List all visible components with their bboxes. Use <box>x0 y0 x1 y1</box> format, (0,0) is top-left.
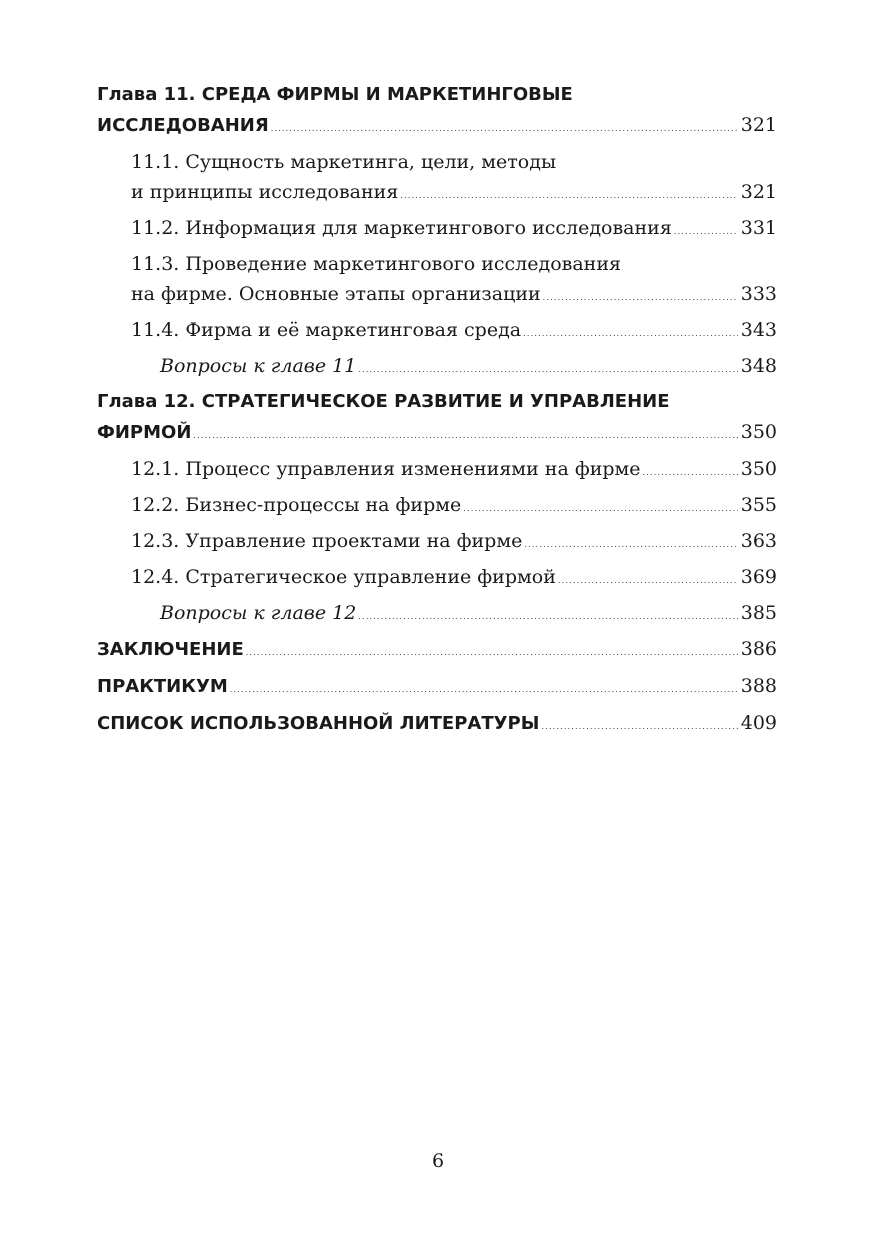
toc-section-title: 12.2. Бизнес-процессы на фирме <box>131 494 462 516</box>
toc-page-number: 355 <box>740 494 777 516</box>
toc-chapter-title: Глава 12. СТРАТЕГИЧЕСКОЕ РАЗВИТИЕ И УПРАВЛЕНИЕ <box>97 391 670 412</box>
dot-leader <box>543 294 738 302</box>
toc-page-number: 321 <box>740 114 777 136</box>
toc-page-number: 385 <box>740 602 777 624</box>
toc-page-number: 363 <box>740 530 777 552</box>
toc-questions-title: Вопросы к главе 12 <box>160 602 357 624</box>
page-number: 6 <box>431 1150 445 1172</box>
toc-section-11-3[interactable] <box>97 249 777 309</box>
toc-page-number: 388 <box>740 675 777 697</box>
toc-section-title-cont: и принципы исследования <box>131 181 399 203</box>
dot-leader <box>358 366 737 374</box>
dot-leader <box>230 686 738 694</box>
dot-leader <box>463 505 737 513</box>
toc-section-title: 11.3. Проведение маркетингового исследования <box>131 253 621 275</box>
toc-page-number: 331 <box>740 217 777 239</box>
toc-section-12-4[interactable] <box>97 562 777 592</box>
dot-leader <box>271 125 738 133</box>
toc-chapter-11[interactable] <box>97 80 777 141</box>
toc-section-title-cont: на фирме. Основные этапы организации <box>131 283 541 305</box>
dot-leader <box>246 649 738 657</box>
toc-chapter-title-cont: ФИРМОЙ <box>97 422 192 443</box>
dot-leader <box>524 541 737 549</box>
toc-conclusion[interactable] <box>97 634 777 665</box>
toc-page-number: 343 <box>740 319 777 341</box>
toc-section-11-4[interactable] <box>97 315 777 345</box>
dot-leader <box>193 432 737 440</box>
toc-chapter-title-cont: ИССЛЕДОВАНИЯ <box>97 115 269 136</box>
toc-page-number: 386 <box>740 638 777 660</box>
toc-section-title: 11.1. Сущность маркетинга, цели, методы <box>131 151 557 173</box>
toc-page-number: 321 <box>740 181 777 203</box>
toc-section-title: 12.3. Управление проектами на фирме <box>131 530 523 552</box>
toc-section-12-2[interactable] <box>97 490 777 520</box>
dot-leader <box>358 613 737 621</box>
toc-questions-12[interactable] <box>97 598 777 628</box>
toc-chapter-title: СПИСОК ИСПОЛЬЗОВАННОЙ ЛИТЕРАТУРЫ <box>97 713 540 734</box>
toc-section-title: 12.4. Стратегическое управление фирмой <box>131 566 556 588</box>
dot-leader <box>674 228 738 236</box>
toc-section-11-2[interactable] <box>97 213 777 243</box>
dot-leader <box>558 577 738 585</box>
toc-chapter-12[interactable] <box>97 387 777 448</box>
toc-section-title: 12.1. Процесс управления изменениями на фирме <box>131 458 641 480</box>
dot-leader <box>643 469 738 477</box>
toc-questions-11[interactable] <box>97 351 777 381</box>
toc-section-12-1[interactable] <box>97 454 777 484</box>
toc-chapter-title: ПРАКТИКУМ <box>97 676 228 697</box>
toc-section-title: 11.4. Фирма и её маркетинговая среда <box>131 319 522 341</box>
toc-page-number: 350 <box>740 458 777 480</box>
toc-page-number: 369 <box>740 566 777 588</box>
toc-practicum[interactable] <box>97 671 777 702</box>
dot-leader <box>523 330 738 338</box>
toc-page-number: 348 <box>740 355 777 377</box>
toc-chapter-title: Глава 11. СРЕДА ФИРМЫ И МАРКЕТИНГОВЫЕ <box>97 84 573 105</box>
toc-page-number: 333 <box>740 283 777 305</box>
toc-questions-title: Вопросы к главе 11 <box>160 355 357 377</box>
toc-chapter-title: ЗАКЛЮЧЕНИЕ <box>97 639 244 660</box>
toc-references[interactable] <box>97 708 777 739</box>
toc-section-12-3[interactable] <box>97 526 777 556</box>
table-of-contents <box>97 80 777 745</box>
dot-leader <box>400 192 737 200</box>
toc-section-11-1[interactable] <box>97 147 777 207</box>
dot-leader <box>541 723 737 731</box>
toc-section-title: 11.2. Информация для маркетингового исследования <box>131 217 672 239</box>
toc-page-number: 409 <box>740 712 777 734</box>
toc-page-number: 350 <box>740 421 777 443</box>
